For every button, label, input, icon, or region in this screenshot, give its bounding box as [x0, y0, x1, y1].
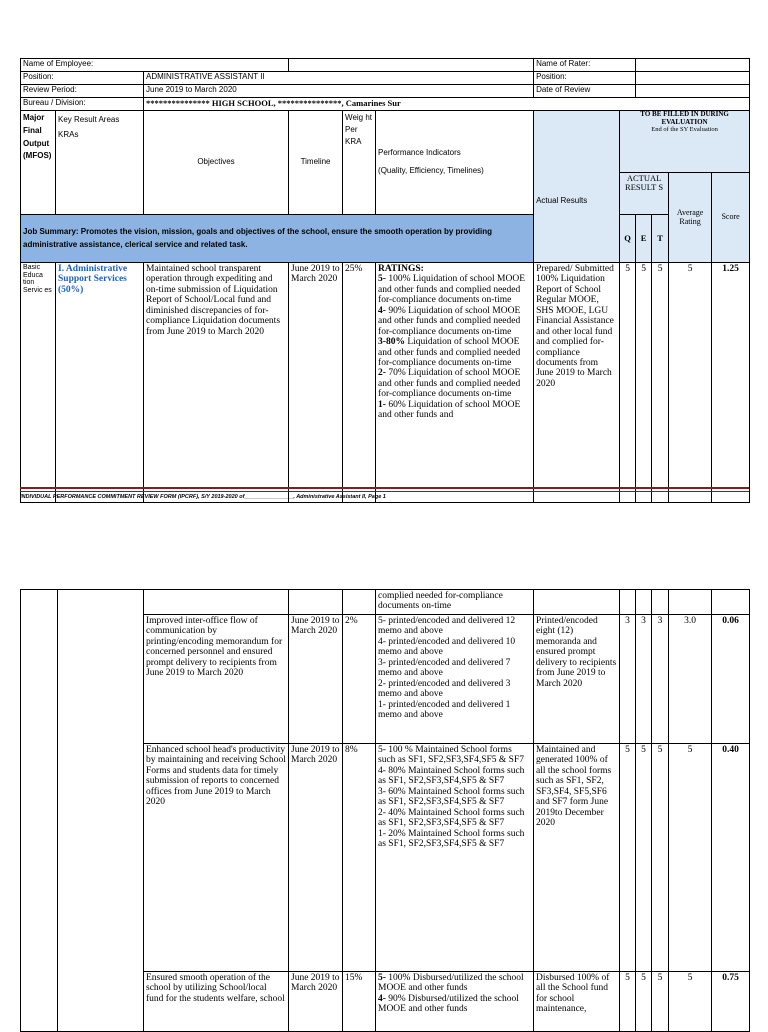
row1-indicators: [376, 263, 534, 503]
to-be-filled-label: TO BE FILLED IN DURING EVALUATION: [640, 110, 729, 126]
review-period-label: Review Period:: [21, 85, 144, 98]
row4-actual: Disbursed 100% of all the School fund for school maintenance,: [534, 972, 620, 1032]
table-row: [21, 263, 750, 503]
position-label: Position:: [21, 72, 144, 85]
row1-q: 5: [620, 263, 636, 503]
row3-indicator-5: 5- 100 % Maintained School forms such as SF1, SF2,SF3,SF4,SF5 & SF7: [378, 745, 524, 766]
row4-q: 5: [620, 972, 636, 1032]
row1-mfo: Basic Educa tion Servic es: [21, 263, 56, 503]
row3-score: 0.40: [712, 744, 750, 972]
col-mfos: Major Final Output (MFOS): [21, 111, 56, 215]
row2-indicators: [376, 615, 534, 744]
row2-e: 3: [636, 615, 652, 744]
date-of-review-label: Date of Review: [534, 85, 636, 98]
col-score: Score: [712, 173, 750, 263]
name-of-employee-value: [289, 59, 534, 72]
page-footer: [20, 487, 749, 500]
rating-3: 3-80% Liquidation of school MOOE and other funds and complied needed for-compliance documents on-time: [378, 337, 521, 368]
ipcrf-table-page2: [20, 589, 750, 1032]
continued-indicator: complied needed for-compliance documents on-time: [376, 590, 534, 615]
header-row-position: [21, 72, 750, 85]
review-period-value: June 2019 to March 2020: [144, 85, 534, 98]
row2-avg: 3.0: [669, 615, 712, 744]
col-indicators-sub: (Quality, Efficiency, Timelines): [378, 165, 484, 175]
col-kra: Key Result Areas KRAs: [56, 111, 144, 215]
row3-actual: Maintained and generated 100% of all the school forms such as SF1, SF2, SF3,SF4, SF5,SF6 and SF7 form June 2019to December 2020: [534, 744, 620, 972]
row2-weight: 2%: [343, 615, 376, 744]
header-row-review-period: [21, 85, 750, 98]
col-indicators: [376, 111, 534, 215]
row2-timeline: June 2019 to March 2020: [289, 615, 343, 744]
col-timeline: Timeline: [289, 111, 343, 215]
row3-e: 5: [636, 744, 652, 972]
continued-row: [21, 590, 750, 615]
footer-rule: [20, 487, 749, 489]
rater-position-label: Position:: [534, 72, 636, 85]
row2-score: 0.06: [712, 615, 750, 744]
row4-weight: 15%: [343, 972, 376, 1032]
row3-indicator-3: 3- 60% Maintained School forms such as SF1, SF2,SF3,SF4,SF5 & SF7: [378, 786, 525, 808]
row1-avg: 5: [669, 263, 712, 503]
ipcrf-table-page1: [20, 58, 750, 503]
row4-indicator-5: 5- 100% Disbursed/utilized the school MOOE and other funds: [378, 973, 524, 994]
row1-score: 1.25: [712, 263, 750, 503]
rating-5: 5- 100% Liquidation of school MOOE and other funds and complied needed for-compliance documents on-time: [378, 274, 526, 306]
name-of-employee-label: Name of Employee:: [21, 59, 289, 72]
position-value: ADMINISTRATIVE ASSISTANT II: [144, 72, 534, 85]
row3-avg: 5: [669, 744, 712, 972]
row4-timeline: June 2019 to March 2020: [289, 972, 343, 1032]
row4-t: 5: [652, 972, 669, 1032]
header-row-bureau: [21, 98, 750, 111]
rating-4: 4- 90% Liquidation of school MOOE and other funds and complied needed for-compliance documents on-time: [378, 305, 521, 337]
date-of-review-value: [636, 85, 750, 98]
row3-objective: Enhanced school head's productivity by maintaining and receiving School Forms and students data for timely submission of reports to concerned offices from June 2019 to March 2020: [144, 744, 289, 972]
page2-mfo-empty: [21, 590, 58, 1032]
row2-indicator-1: 1- printed/encoded and delivered 1 memo and above: [378, 699, 511, 720]
row4-e: 5: [636, 972, 652, 1032]
name-of-rater-value: [636, 59, 750, 72]
col-to-be-filled: [620, 111, 750, 173]
col-q: Q: [620, 215, 636, 263]
col-actual-results: Actual Results: [534, 111, 620, 263]
row1-t: 5: [652, 263, 669, 503]
row3-indicator-1: 1- 20% Maintained School forms such as SF1, SF2,SF3,SF4,SF5 & SF7: [378, 828, 525, 849]
row2-objective: Improved inter-office flow of communication by printing/encoding memorandum for concerned personnel and ensured prompt delivery to recipients from June 2019 to March 2020: [144, 615, 289, 744]
row2-indicator-4: 4- printed/encoded and delivered 10 memo and above: [378, 636, 516, 658]
row1-timeline: June 2019 to March 2020: [289, 263, 343, 503]
bureau-label: Bureau / Division:: [21, 98, 144, 111]
row2-t: 3: [652, 615, 669, 744]
col-e: E: [636, 215, 652, 263]
col-actual-results-group: ACTUAL RESULT S: [620, 173, 669, 215]
job-summary: Job Summary: Promotes the vision, mission, goals and objectives of the school, ensure the smooth operation by providing administrative assistance, clerical service and related task.: [21, 215, 534, 263]
rating-1: 1- 60% Liquidation of school MOOE and other funds and: [378, 399, 521, 421]
row2-indicator-2: 2- printed/encoded and delivered 3 memo and above: [378, 678, 511, 700]
row3-indicators: [376, 744, 534, 972]
row2-indicator-3: 3- printed/encoded and delivered 7 memo and above: [378, 657, 511, 679]
row2-indicator-5: 5- printed/encoded and delivered 12 memo and above: [378, 616, 516, 637]
row2-actual: Printed/encoded eight (12) memoranda and ensured prompt delivery to recipients from June 2019 to March 2020: [534, 615, 620, 744]
footer-text: INDIVIDUAL PERFORMANCE COMMITMENT REVIEW FORM (IPCRF), S/Y 2019-2020 of________________, Administrative Assistant II, Page 1: [20, 494, 386, 500]
end-of-sy-label: End of the SY Evaluation: [651, 126, 718, 134]
page2-kra-empty: [58, 590, 144, 1032]
row4-indicators: [376, 972, 534, 1032]
row4-avg: 5: [669, 972, 712, 1032]
column-header-row: [21, 111, 750, 173]
row3-q: 5: [620, 744, 636, 972]
header-row-employee: [21, 59, 750, 72]
row3-weight: 8%: [343, 744, 376, 972]
bureau-value: *************** HIGH SCHOOL, ***************, Camarines Sur: [144, 98, 750, 111]
row2-q: 3: [620, 615, 636, 744]
row1-kra: I. Administrative Support Services (50%): [56, 263, 144, 503]
col-indicators-title: Performance Indicators: [378, 148, 461, 158]
rating-2: 2- 70% Liquidation of school MOOE and other funds and complied needed for-compliance documents on-time: [378, 368, 521, 400]
row3-indicator-4: 4- 80% Maintained School forms such as SF1, SF2,SF3,SF4,SF5 & SF7: [378, 765, 525, 787]
row1-weight: 25%: [343, 263, 376, 503]
footer-rule-thin: [20, 491, 749, 492]
row3-indicator-2: 2- 40% Maintained School forms such as SF1, SF2,SF3,SF4,SF5 & SF7: [378, 807, 525, 829]
col-weight: Weig ht Per KRA: [343, 111, 376, 215]
row4-objective: Ensured smooth operation of the school by utilizing School/local fund for the students welfare, school: [144, 972, 289, 1032]
name-of-rater-label: Name of Rater:: [534, 59, 636, 72]
col-average-rating: Average Rating: [669, 173, 712, 263]
ratings-title: RATINGS:: [378, 264, 424, 274]
row3-timeline: June 2019 to March 2020: [289, 744, 343, 972]
row3-t: 5: [652, 744, 669, 972]
job-summary-row: [21, 215, 750, 263]
col-objectives: Objectives: [144, 111, 289, 215]
row1-objective: Maintained school transparent operation through expediting and on-time submission of Liquidation Report of School/Local fund and diminished discrepancies of for-compliance Liquidation documents from June 2019 to March 2020: [144, 263, 289, 503]
col-t: T: [652, 215, 669, 263]
rater-position-value: [636, 72, 750, 85]
row1-actual: Prepared/ Submitted 100% Liquidation Report of School Regular MOOE, SHS MOOE, LGU Financial Assistance and other local fund and complied for-compliance documents from June 2019 to March 2020: [534, 263, 620, 503]
row1-e: 5: [636, 263, 652, 503]
row4-score: 0.75: [712, 972, 750, 1032]
row4-indicator-4: 4- 90% Disbursed/utilized the school MOOE and other funds: [378, 993, 519, 1015]
